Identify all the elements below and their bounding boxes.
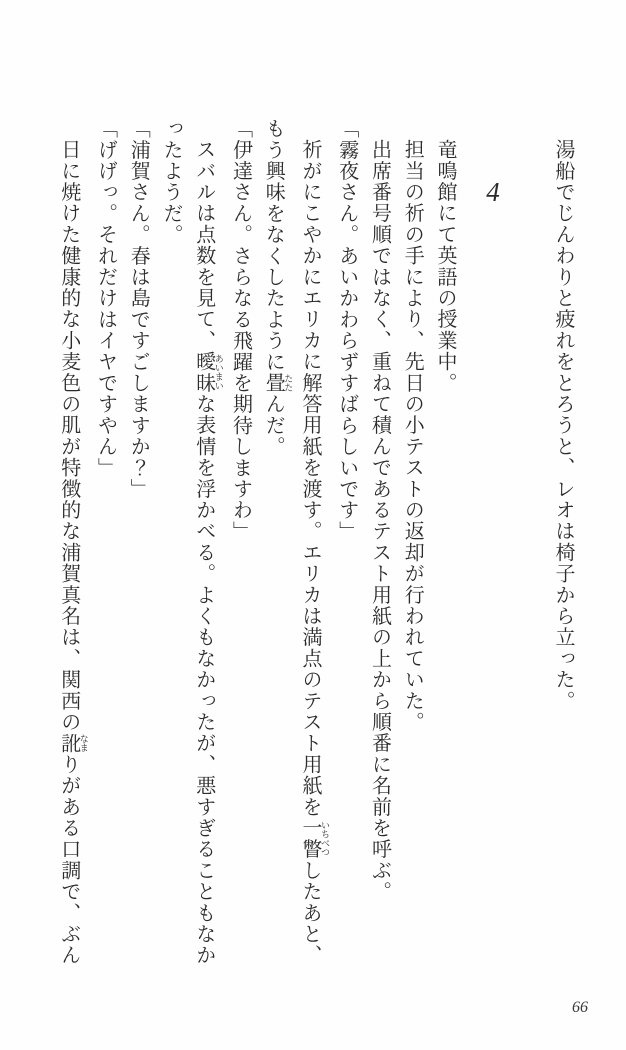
ruby-annotated-word: 曖昧 あいまい bbox=[192, 351, 224, 394]
text-line: 「霧夜さん。あいかわらずすばらしいです」 bbox=[335, 118, 358, 542]
chapter-number-heading: 4 bbox=[486, 177, 500, 207]
ruby-annotated-word: 訛 なま bbox=[57, 732, 89, 754]
text-line: スバルは点数を見て、曖昧 あいまいな表情を浮かべる。よくもなかったが、悪すぎることもなか bbox=[192, 139, 224, 966]
body-text bbox=[52, 118, 461, 1018]
ruby-annotated-word: 一瞥 いちべつ bbox=[299, 817, 330, 860]
text-line: 「伊達さん。さらなる飛躍を期待しますわ」 bbox=[229, 118, 252, 542]
text-line: 「浦賀さん。春は島ですごしますか？」 bbox=[127, 118, 150, 500]
ruby-annotated-word: 畳 たた bbox=[262, 372, 294, 394]
page-number: 66 bbox=[572, 999, 588, 1016]
text-line: 担当の祈の手により、先日の小テストの返却が行われていた。 bbox=[401, 139, 424, 733]
text-line: 出席番号順ではなく、重ねて積んであるテスト用紙の上から順番に名前を呼ぶ。 bbox=[368, 139, 391, 903]
text-line: ったようだ。 bbox=[160, 118, 182, 246]
text-line: 竜鳴館にて英語の授業中。 bbox=[434, 139, 456, 394]
text-line: 日に焼けた健康的な小麦色の肌が特徴的な浦賀真名は、関西の訛 なまりがある口調で、ぶん bbox=[57, 139, 89, 966]
text-line: 湯船でじんわりと疲れをとろうと、レオは椅子から立った。 bbox=[552, 139, 574, 712]
text-line: 祈がにこやかにエリカに解答用紙を渡す。エリカは満点のテスト用紙を一瞥 いちべつしたあと、 bbox=[299, 139, 330, 966]
intro-paragraph bbox=[546, 118, 579, 1018]
text-line: もう興味をなくしたように畳 たたんだ。 bbox=[262, 118, 294, 458]
text-line: 「げげっ。それだけはイヤですやん」 bbox=[94, 118, 117, 479]
